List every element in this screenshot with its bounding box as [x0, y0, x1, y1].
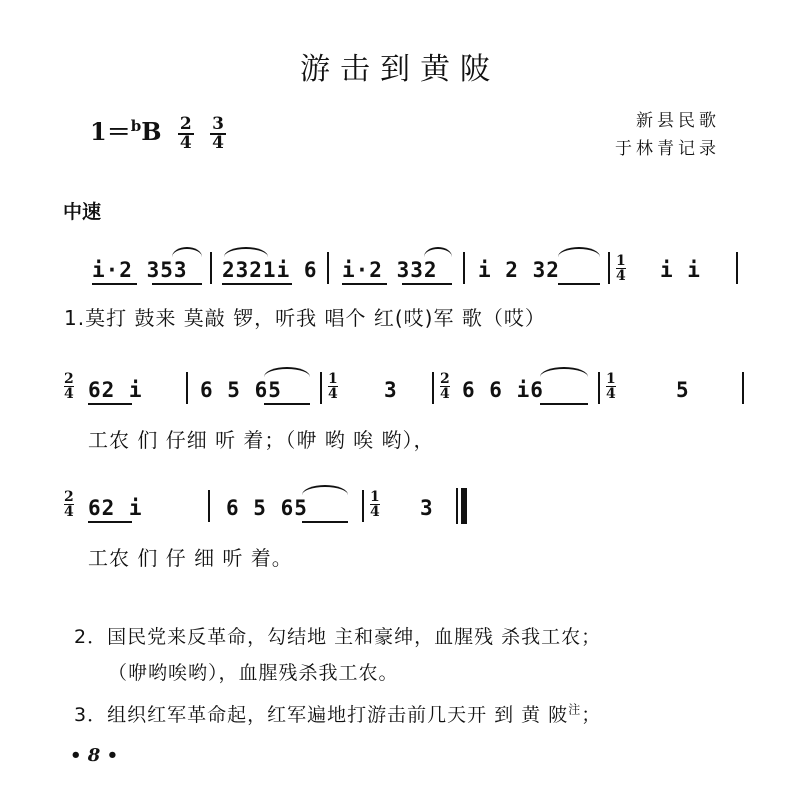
flat-sign: b — [130, 117, 142, 135]
barline — [742, 372, 744, 404]
measure-1-5: i i — [660, 258, 701, 282]
footnote-marker: 注 — [568, 702, 582, 717]
final-barline-thin — [456, 488, 458, 524]
barline — [208, 490, 210, 522]
measure-2-5: 5 — [676, 378, 690, 402]
meter-change-2-4: 2 4 — [440, 371, 450, 402]
measure-3-2: 6 5 65 — [226, 496, 308, 520]
barline — [210, 252, 212, 284]
key-signature — [90, 112, 226, 152]
meter-change-1-4: 1 4 — [370, 489, 380, 520]
tempo-marking: 中速 — [63, 201, 102, 223]
song-title: 游击到黄陂 — [300, 52, 500, 87]
barline — [463, 252, 465, 284]
verse-2-line-2: （咿哟唉哟），血腥残杀我工农。 — [108, 662, 399, 684]
measure-3-1: 62 i — [88, 496, 143, 520]
barline — [432, 372, 434, 404]
measure-1-2: 2321i 6 — [222, 258, 318, 282]
measure-1-3: i·2 332 — [342, 258, 438, 282]
measure-3-3: 3 — [420, 496, 434, 520]
barline — [327, 252, 329, 284]
barline — [608, 252, 610, 284]
meter-change-2-4: 2 4 — [64, 371, 74, 402]
measure-2-3: 3 — [384, 378, 398, 402]
barline — [736, 252, 738, 284]
measure-2-4: 6 6 i6 — [462, 378, 544, 402]
lyrics-line-2: 工农 们 仔细 听 着；（咿 哟 唉 哟）， — [88, 428, 435, 452]
key-note: B — [141, 117, 162, 146]
lyrics-line-3: 工农 们 仔 细 听 着。 — [88, 546, 293, 570]
lyrics-line-1: 1.莫打 鼓来 莫敲 锣，听我 唱个 红(哎)军 歌（哎） — [64, 306, 546, 330]
meter-change-1-4: 1 4 — [606, 371, 616, 402]
barline — [320, 372, 322, 404]
meter-2-4: $\frac{2}{4}$ — [179, 113, 192, 153]
meter-3-4: $\frac{3}{4}$ — [212, 113, 224, 153]
barline — [598, 372, 600, 404]
measure-2-2: 6 5 65 — [200, 378, 282, 402]
verse-3-line-1: 3．组织红军革命起，红军遍地打游击前几天开 到 黄 陂$^注$； — [74, 702, 602, 726]
key-label: 1＝ — [90, 117, 131, 146]
song-origin: 新县民歌 — [636, 111, 720, 131]
barline — [186, 372, 188, 404]
measure-2-1: 62 i — [88, 378, 143, 402]
verse-2-line-1: 2．国民党来反革命，勾结地 主和豪绅，血腥残 杀我工农； — [74, 626, 602, 648]
barline — [362, 490, 364, 522]
meter-change-1-4: 1 4 — [616, 253, 626, 284]
meter-change-1-4: 1 4 — [328, 371, 338, 402]
meter-change-2-4: 2 4 — [64, 489, 74, 520]
final-barline-thick — [461, 488, 467, 524]
page-number: • 8 • — [70, 745, 119, 766]
measure-1-1: i·2 353 — [92, 258, 188, 282]
measure-1-4: i 2 32 — [478, 258, 560, 282]
song-recorder: 于林青记录 — [615, 139, 720, 159]
